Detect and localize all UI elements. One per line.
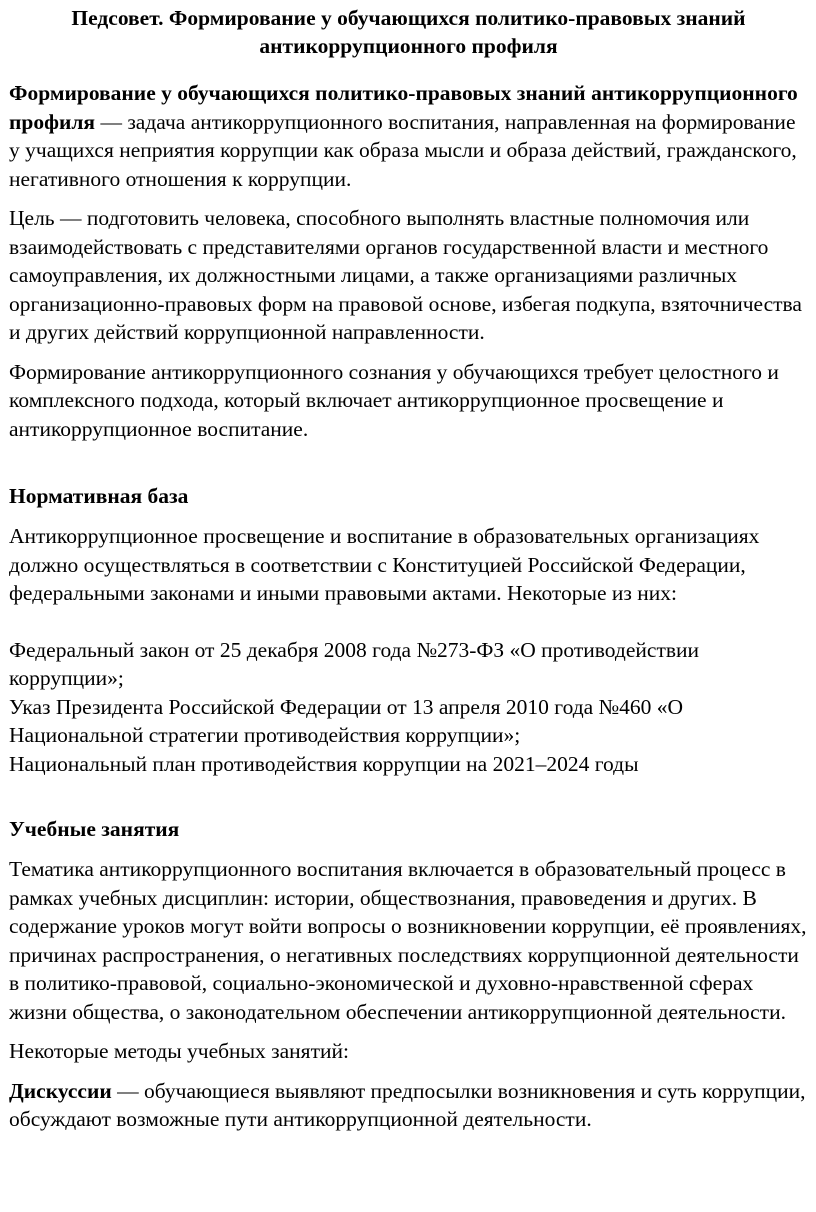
- normative-paragraph: Антикоррупционное просвещение и воспитание в образовательных организациях должно осуществляться в соответствии с Конституцией Российской Федерации, федеральными законами и иными правовыми актами. Некоторые из них:: [9, 524, 760, 605]
- lessons-paragraph: Тематика антикоррупционного воспитания включается в образовательный процесс в рамках учебных дисциплин: истории, обществознания, правоведения и других. В содержание уроков могут войти вопросы о возникновении коррупции, её проявлениях, причинах распространения, о негативных последствиях коррупционной деятельности в политико-правовой, социально-экономической и духовно-нравственной сферах жизни общества, о законодательном обеспечении антикоррупционной деятельности.: [9, 857, 807, 1024]
- law-list: [9, 636, 808, 779]
- intro-definition: — задача антикоррупционного воспитания, направленная на формирование у учащихся неприятия коррупции как образа мысли и образа действий, гражданского, негативного отношения к коррупции.: [9, 109, 797, 191]
- law-item: Указ Президента Российской Федерации от 13 апреля 2010 года №460 «О Национальной стратегии противодействия коррупции»;: [9, 694, 683, 747]
- section-heading-lessons: Учебные занятия: [9, 817, 180, 841]
- discussion-paragraph: [9, 1077, 808, 1134]
- section-heading-normative: Нормативная база: [9, 484, 189, 508]
- methods-intro: Некоторые методы учебных занятий:: [9, 1039, 349, 1063]
- page-title: Педсовет. Формирование у обучающихся политико-правовых знаний антикоррупционного профиля: [71, 6, 746, 58]
- approach-paragraph: Формирование антикоррупционного сознания у обучающихся требует целостного и комплексного подхода, который включает антикоррупционное просвещение и антикоррупционное воспитание.: [9, 359, 779, 441]
- intro-paragraph: [9, 79, 808, 193]
- intro-term: Формирование у обучающихся политико-правовых знаний антикоррупционного профиля: [9, 81, 798, 134]
- goal-paragraph: Цель — подготовить человека, способного выполнять властные полномочия или взаимодействовать с представителями органов государственной власти и местного самоуправления, их должностными лицами, а также организациями различных организационно-правовых форм на правовой основе, избегая подкупа, взяточничества и других действий коррупционной направленности.: [9, 206, 802, 344]
- discussion-text: — обучающиеся выявляют предпосылки возникновения и суть коррупции, обсуждают возможные пути антикоррупционной деятельности.: [9, 1078, 806, 1131]
- law-item: Национальный план противодействия коррупции на 2021–2024 годы: [9, 751, 639, 776]
- discussion-term: Дискуссии: [9, 1078, 112, 1103]
- law-item: Федеральный закон от 25 декабря 2008 года №273-ФЗ «О противодействии коррупции»;: [9, 637, 700, 690]
